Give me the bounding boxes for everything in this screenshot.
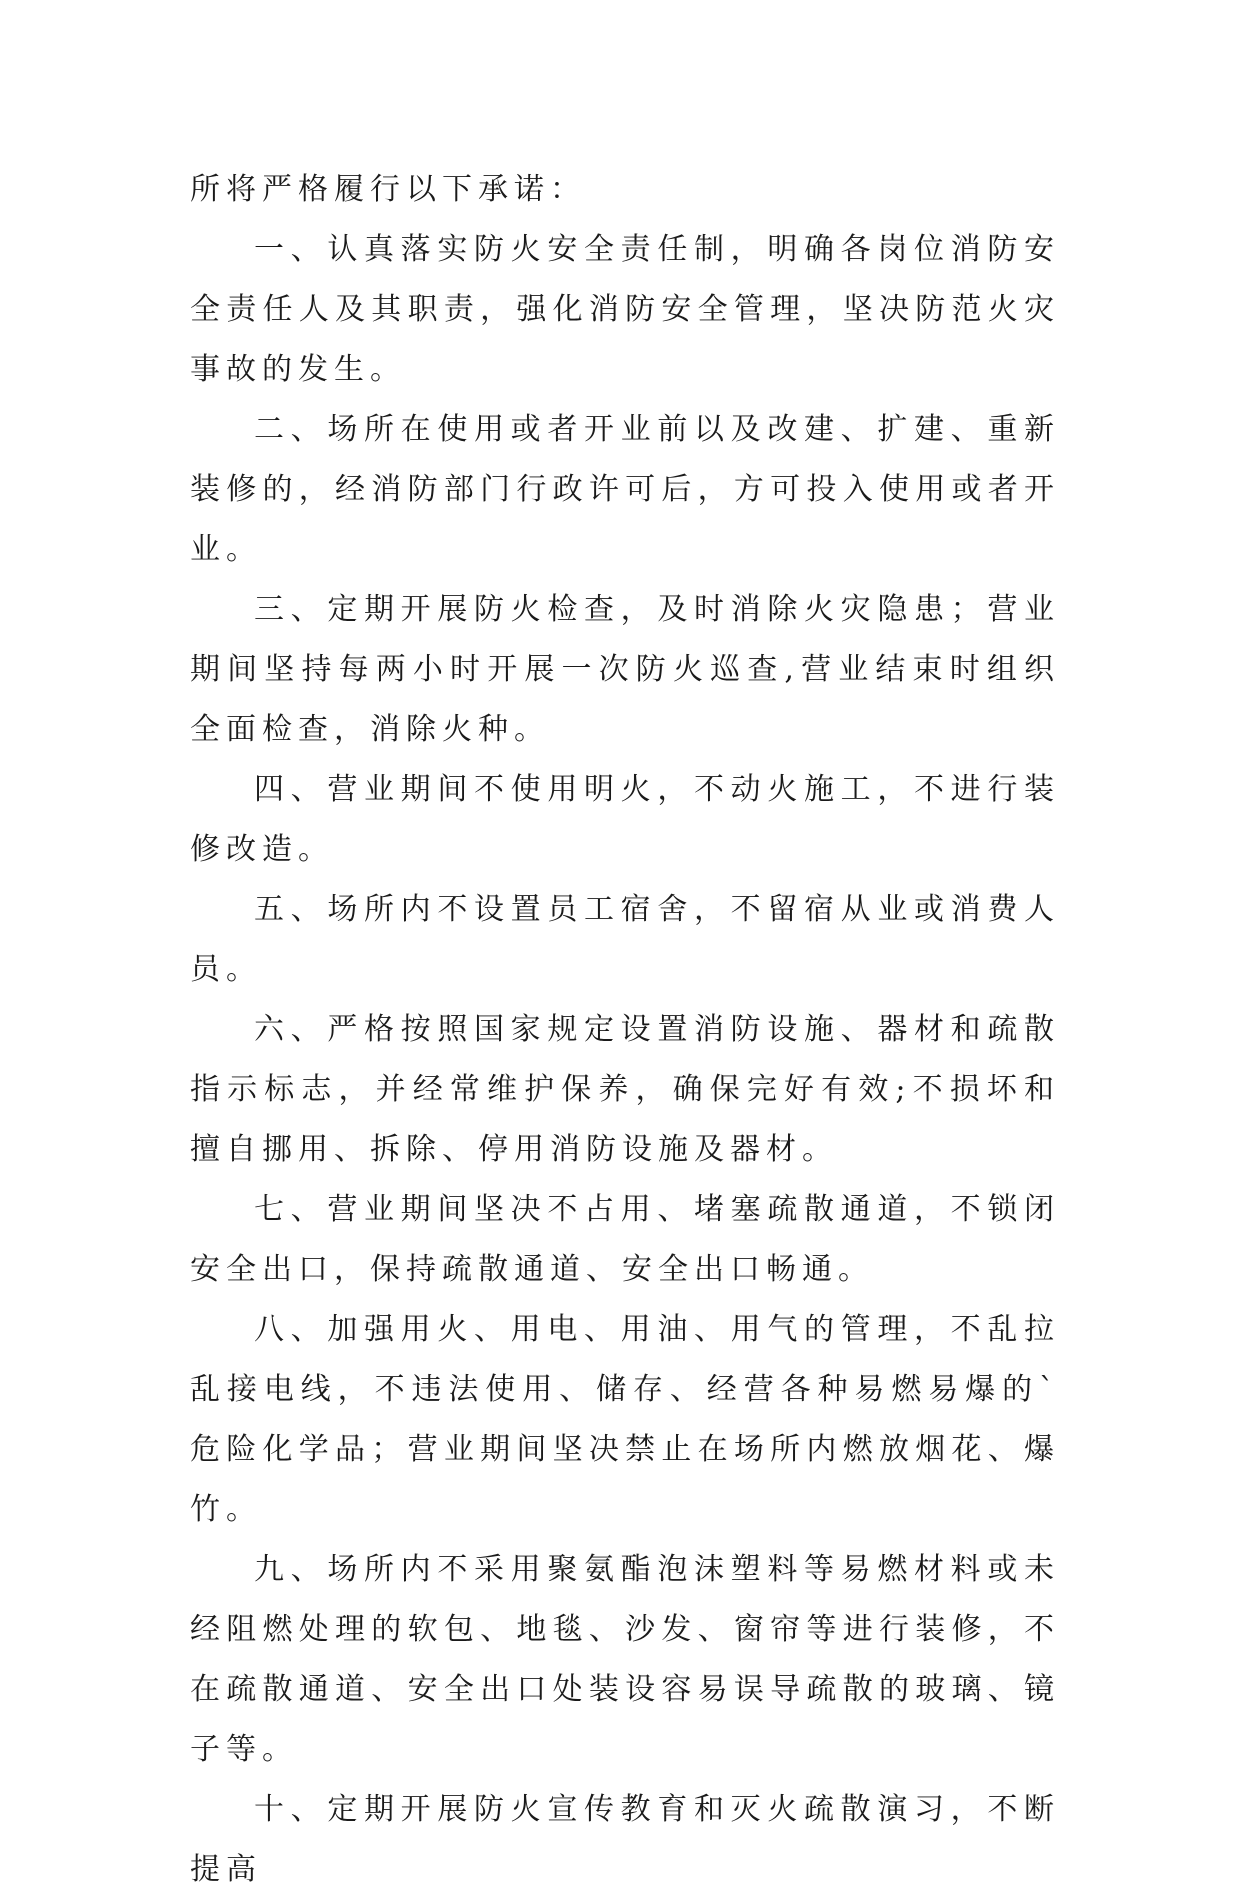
commitment-1-paragraph: 一、认真落实防火安全责任制，明确各岗位消防安全责任人及其职责，强化消防安全管理，坚决防范火灾事故的发生。 — [190, 232, 1060, 387]
intro-paragraph: 所将严格履行以下承诺： — [190, 172, 586, 207]
commitment-6-paragraph: 六、严格按照国家规定设置消防设施、器材和疏散指示标志，并经常维护保养，确保完好有效;不损坏和擅自挪用、拆除、停用消防设施及器材。 — [190, 1012, 1060, 1167]
document-body — [190, 160, 1060, 1900]
commitment-3-paragraph: 三、定期开展防火检查，及时消除火灾隐患；营业期间坚持每两小时开展一次防火巡查,营业结束时组织全面检查，消除火种。 — [190, 592, 1060, 747]
commitment-4-paragraph: 四、营业期间不使用明火，不动火施工，不进行装修改造。 — [190, 772, 1060, 867]
commitment-9-paragraph: 九、场所内不采用聚氨酯泡沫塑料等易燃材料或未经阻燃处理的软包、地毯、沙发、窗帘等进行装修，不在疏散通道、安全出口处装设容易误导疏散的玻璃、镜子等。 — [190, 1552, 1060, 1767]
commitment-2-paragraph: 二、场所在使用或者开业前以及改建、扩建、重新装修的，经消防部门行政许可后，方可投入使用或者开业。 — [190, 412, 1060, 567]
commitment-5-paragraph: 五、场所内不设置员工宿舍，不留宿从业或消费人员。 — [190, 892, 1060, 987]
commitment-7-paragraph: 七、营业期间坚决不占用、堵塞疏散通道，不锁闭安全出口，保持疏散通道、安全出口畅通。 — [190, 1192, 1060, 1287]
commitment-8-paragraph: 八、加强用火、用电、用油、用气的管理，不乱拉乱接电线，不违法使用、储存、经营各种易燃易爆的`危险化学品；营业期间坚决禁止在场所内燃放烟花、爆竹。 — [190, 1312, 1060, 1527]
commitment-10-paragraph: 十、定期开展防火宣传教育和灭火疏散演习，不断提高 — [190, 1792, 1060, 1887]
